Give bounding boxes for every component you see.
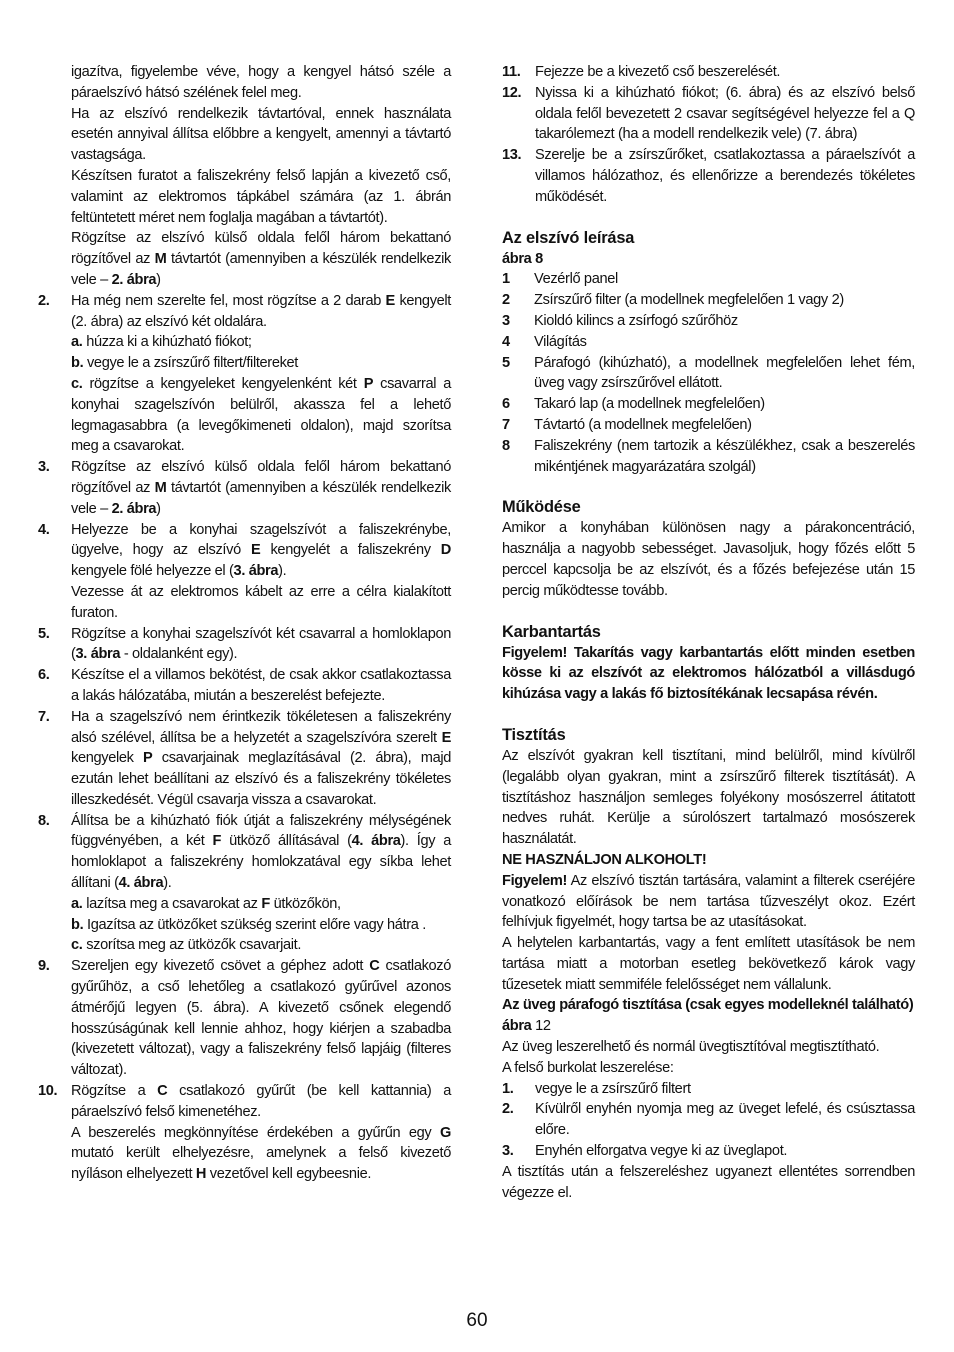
- item-text: [71, 457, 451, 519]
- installation-steps: [38, 291, 451, 1185]
- step-paragraph: c. szorítsa meg az ütközők csavarjait.: [71, 937, 302, 954]
- item-number: 5: [502, 354, 510, 371]
- step-item: [38, 291, 451, 457]
- item-number: 6.: [38, 667, 50, 684]
- figure-reference: ábra 8: [502, 250, 543, 267]
- legend-item: [502, 353, 915, 395]
- step-paragraph: Helyezze be a konyhai szagelszívót a faliszekrénybe, ügyelve, hogy az elszívó E kengyelét a faliszekrény D kengyele fölé helyezze el (3. ábra).: [71, 521, 451, 580]
- item-number: 8.: [38, 812, 50, 829]
- step-paragraph: Vezesse át az elektromos kábelt az erre a célra kialakított furaton.: [71, 583, 451, 621]
- item-text: [71, 1081, 451, 1185]
- item-number: 2.: [38, 292, 50, 309]
- item-text: [71, 520, 451, 624]
- item-number: 10.: [38, 1083, 58, 1100]
- item-text: [71, 665, 451, 707]
- section-title-cleaning: Tisztítás: [502, 725, 566, 744]
- legend-item: [502, 290, 915, 311]
- intro-paragraph: Készítsen furatot a faliszekrény felső lapján a kivezető cső, valamint az elektromos tápkábel számára (az 1. ábrán feltüntetett méret nem foglalja magában a távtartót).: [71, 167, 451, 226]
- item-text: Világítás: [534, 333, 587, 350]
- step-item: [38, 520, 451, 624]
- item-text: [71, 956, 451, 1081]
- no-alcohol-warning: NE HASZNÁLJON ALKOHOLT!: [502, 851, 707, 868]
- intro-paragraph: Rögzítse az elszívó külső oldala felől három bekattanó rögzítővel az M távtartót (amennyiben a készülék rendelkezik vele – 2. ábra): [71, 230, 451, 288]
- item-text: Távtartó (a modellnek megfelelően): [534, 416, 752, 433]
- item-text: [71, 291, 451, 457]
- glass-step: [502, 1141, 915, 1162]
- legend-item: [502, 332, 915, 353]
- item-text: Kioldó kilincs a zsírfogó szűrőhöz: [534, 312, 738, 329]
- item-number: 2.: [502, 1101, 514, 1118]
- step-item: [502, 145, 915, 207]
- figure-number: 12: [535, 1018, 551, 1035]
- left-column: [38, 62, 451, 1185]
- glass-step: [502, 1099, 915, 1141]
- item-number: 1: [502, 271, 510, 288]
- installation-steps-continued: [502, 62, 915, 208]
- glass-step: [502, 1079, 915, 1100]
- item-text: Szerelje be a zsírszűrőket, csatlakoztassa a páraelszívót a villamos hálózathoz, és ellenőrizze a berendezés tökéletes működését.: [535, 147, 915, 205]
- legend-item: [502, 415, 915, 436]
- step-paragraph: Ha még nem szerelte fel, most rögzítse a 2 darab E kengyelt (2. ábra) az elszívó két oldalára.: [71, 292, 452, 330]
- item-text: Vezérlő panel: [534, 271, 618, 288]
- item-text: [71, 811, 451, 957]
- closing-text: A tisztítás után a felszereléshez ugyanezt ellentétes sorrendben végezze el.: [502, 1163, 915, 1201]
- legend-item: [502, 269, 915, 290]
- item-number: 3: [502, 312, 510, 329]
- item-text: Faliszekrény (nem tartozik a készülékhez, csak a beszerelés mikéntjének magyarázatára szolgál): [534, 437, 915, 475]
- step-paragraph: Állítsa be a kihúzható fiók útját a faliszekrény mélységének függvényében, a két F ütköző állításával (4. ábra). Így a homloklapot a faliszekrény homlokzatával egy síkba lehet állítani (4. ábra).: [71, 812, 452, 892]
- step-item: [38, 624, 451, 666]
- section-title-operation: Működése: [502, 498, 581, 517]
- item-number: 4.: [38, 521, 50, 538]
- item-number: 4: [502, 333, 510, 350]
- item-number: 11.: [502, 64, 521, 80]
- item-number: 1.: [502, 1080, 514, 1097]
- intro-paragraph: igazítva, figyelembe véve, hogy a kengyel hátsó széle a páraelszívó hátsó szélének felel meg.: [71, 64, 451, 101]
- right-column: [502, 62, 915, 1203]
- step-paragraph: Ha a szagelszívó nem érintkezik tökéletesen a faliszekrény alsó szélével, állítsa be a helyzetét a szagelszívóra szerelt E kengyelek P csavarjainak meglazításával (2. ábra), majd ezután lehet beállítani az elszívó és a faliszekrény tökéletes illeszkedését. Végül csavarja vissza a csavarokat.: [71, 708, 451, 808]
- step-item: [38, 1081, 451, 1185]
- item-number: 7.: [38, 708, 50, 725]
- step-item: [38, 665, 451, 707]
- item-text: Zsírszűrő filter (a modellnek megfelelően 1 vagy 2): [534, 292, 844, 309]
- cleaning-text: Az elszívót gyakran kell tisztítani, mind belülről, mind kívülről (legalább olyan gyakran, mint a zsírszűrő filterek tisztítását). A tisztításhoz használjon semleges folyékony mosószerrel átitatott nedves ruhát. Kerülje a súrolószert tartalmazó mosószerek használatát.: [502, 747, 915, 848]
- item-text: [71, 707, 451, 811]
- cover-removal-text: A felső burkolat leszerelése:: [502, 1059, 674, 1076]
- item-number: 5.: [38, 625, 50, 642]
- step-paragraph: Készítse el a villamos bekötést, de csak akkor csatlakoztassa a lakás hálózatába, miután a beszerelést befejezte.: [71, 667, 451, 704]
- step-paragraph: Szereljen egy kivezető csövet a géphez adott C csatlakozó gyűrűhöz, a cső lehetőleg a csatlakozó gyűrűvel azonos átmérőjű legyen (5. ábra). A kivezető csőnek elegendő hosszúságúnak kell lennie ahhoz, hogy kiérjen a szabadba (kivezetett változat), vagy a faliszekrény felső lapjáig (filteres változat).: [71, 958, 452, 1079]
- item-text: [71, 624, 451, 666]
- item-text: Enyhén elforgatva vegye ki az üveglapot.: [535, 1143, 788, 1160]
- step-paragraph: c. rögzítse a kengyeleket kengyelenként két P csavarral a konyhai szagelszívón belülről, akassza fel a lehető legmagasabbra (a levegőkimeneti oldalon), majd szorítsa meg a csavarokat.: [71, 375, 451, 455]
- step-paragraph: a. húzza ki a kihúzható fiókot;: [71, 334, 252, 351]
- item-text: Fejezze be a kivezető cső beszerelését.: [535, 64, 781, 80]
- section-title-maintenance: Karbantartás: [502, 622, 601, 641]
- item-text: Párafogó (kihúzható), a modellnek megfelelően lehet fém, üveg vagy zsírszűrővel ellátott.: [534, 354, 915, 392]
- glass-figure-reference: [502, 1016, 915, 1037]
- step-paragraph: b. vegye le a zsírszűrő filtert/filtereket: [71, 355, 299, 372]
- glass-removal-steps: [502, 1079, 915, 1162]
- item-number: 13.: [502, 147, 522, 164]
- step-item: [38, 457, 451, 519]
- step-item: [502, 62, 915, 83]
- section-title-description: Az elszívó leírása: [502, 228, 635, 247]
- step-item: [38, 811, 451, 957]
- item-number: 2: [502, 292, 510, 309]
- attention-label: Figyelem!: [502, 872, 567, 889]
- item-number: 8: [502, 437, 510, 454]
- attention-text: Az elszívó tisztán tartására, valamint a filterek cseréjére vonatkozó előírások be nem tartása tűzveszélyt okoz. Ezért felhívjuk figyelmét, hogy tartsa be az utasításokat.: [502, 872, 915, 931]
- item-text: Takaró lap (a modellnek megfelelően): [534, 396, 765, 413]
- intro-paragraph: Ha az elszívó rendelkezik távtartóval, ennek használata esetén annyival állítsa előbbre a kengyelt, amennyi a távtartó vastagsága.: [71, 105, 451, 164]
- step-paragraph: Rögzítse a konyhai szagelszívót két csavarral a homloklapon (3. ábra - oldalanként egy).: [71, 625, 451, 663]
- step-item: [502, 83, 915, 145]
- step-paragraph: a. lazítsa meg a csavarokat az F ütközőkön,: [71, 895, 341, 912]
- step-item: [38, 956, 451, 1081]
- item-number: 9.: [38, 958, 50, 975]
- item-number: 3.: [502, 1143, 514, 1160]
- operation-text: Amikor a konyhában különösen nagy a párakoncentráció, használja a nagyobb sebességet. Javasoljuk, hogy főzés előtt 5 perccel kapcsolja be az elszívót, és a főzés befejezése után 15 percig működtesse tovább.: [502, 520, 915, 599]
- step-paragraph: A beszerelés megkönnyítése érdekében a gyűrűn egy G mutató került elhelyezésre, amelynek a felső kivezető nyíláson elhelyezett H vezetővel kell egybeesnie.: [71, 1124, 451, 1183]
- item-text: Nyissa ki a kihúzható fiókot; (6. ábra) és az elszívó belső oldala felől bevezetett 2 csavar segítségével helyezze fel a Q takarólemezt (ha a modell rendelkezik vele) (7. ábra): [535, 84, 915, 143]
- step-paragraph: Rögzítse a C csatlakozó gyűrűt (be kell kattannia) a páraelszívó felső kimenetéhez.: [71, 1083, 451, 1120]
- legend-item: [502, 311, 915, 332]
- legend-item: [502, 394, 915, 415]
- page-number: 60: [466, 1310, 488, 1331]
- item-number: 12.: [502, 84, 522, 101]
- legend-item: [502, 436, 915, 478]
- item-text: Kívülről enyhén nyomja meg az üveget lefelé, és csúsztassa előre.: [535, 1101, 915, 1139]
- attention-paragraph: [502, 871, 915, 933]
- maintenance-warning: Figyelem! Takarítás vagy karbantartás előtt minden esetben kösse ki az elszívót az elektromos hálózatból a villásdugó kihúzása vagy a lakás fő biztosítékának lecsapása révén.: [502, 644, 915, 703]
- parts-legend: [502, 269, 915, 477]
- item-number: 7: [502, 416, 510, 433]
- step-paragraph: b. Igazítsa az ütközőket szükség szerint előre vagy hátra .: [71, 916, 426, 933]
- item-text: vegye le a zsírszűrő filtert: [535, 1080, 691, 1097]
- step-paragraph: Rögzítse az elszívó külső oldala felől három bekattanó rögzítővel az M távtartót (amennyiben a készülék rendelkezik vele – 2. ábra): [71, 459, 451, 517]
- glass-cleaning-title: Az üveg párafogó tisztítása (csak egyes modelleknél található): [502, 997, 914, 1014]
- step-item: [38, 707, 451, 811]
- glass-text: Az üveg leszerelhető és normál üvegtisztítóval megtisztítható.: [502, 1039, 880, 1056]
- item-number: 3.: [38, 459, 50, 476]
- figure-word: ábra: [502, 1018, 532, 1035]
- item-number: 6: [502, 396, 510, 413]
- liability-text: A helytelen karbantartás, vagy a fent említett utasítások be nem tartása miatt a motorban esetleg bekövetkező károk vagy tűzesetek miatt semmiféle felelősséget nem vállalunk.: [502, 935, 915, 993]
- intro-block: [38, 62, 451, 291]
